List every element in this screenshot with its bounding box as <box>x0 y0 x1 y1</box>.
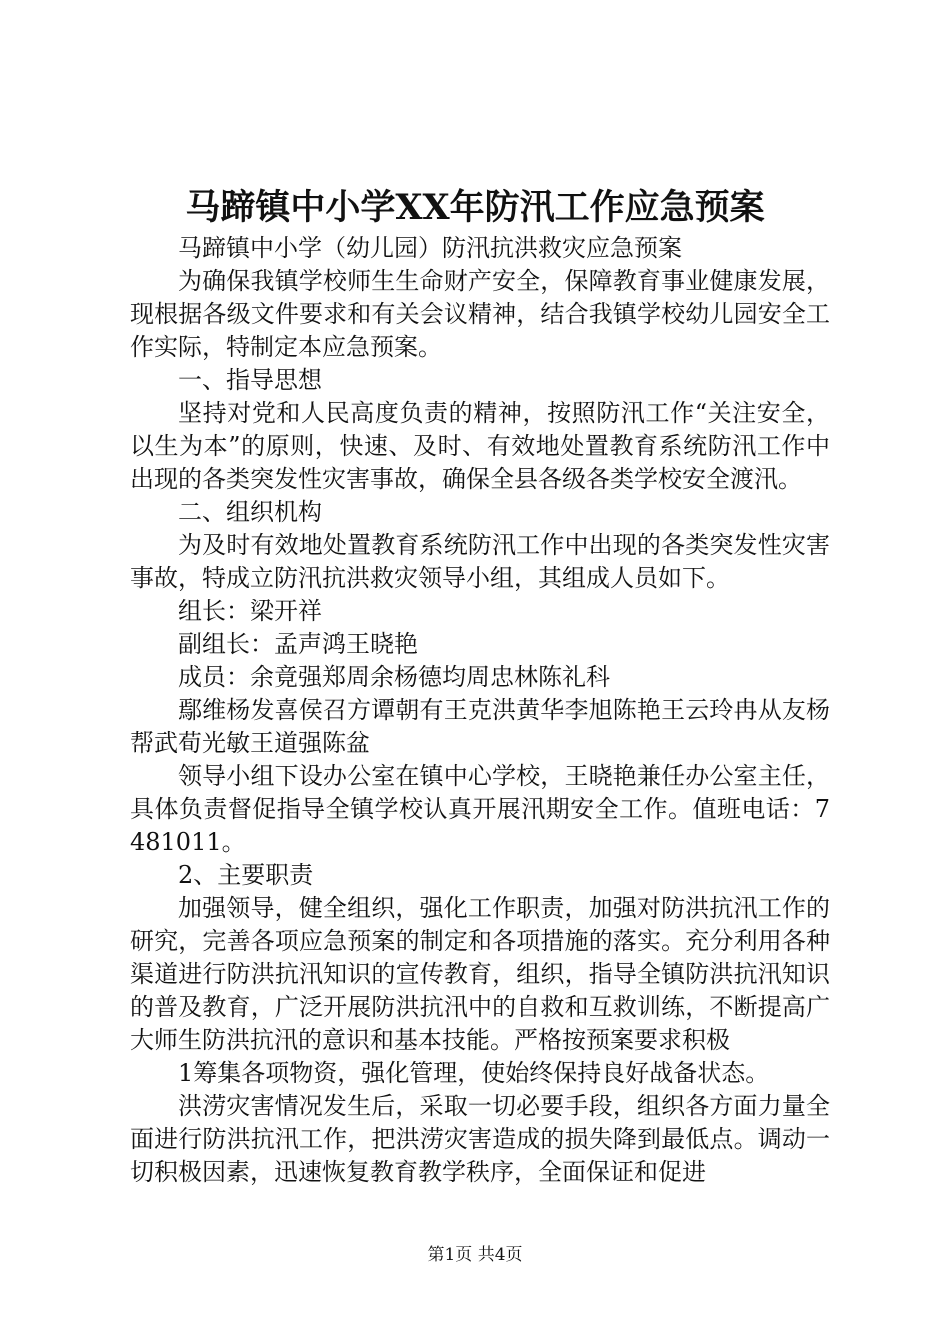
members-line: 成员：余竟强郑周余杨德均周忠林陈礼科 <box>178 663 610 691</box>
subtitle-paragraph: 马蹄镇中小学（幼儿园）防汛抗洪救灾应急预案 <box>178 234 682 262</box>
intro-paragraph: 为确保我镇学校师生生命财产安全，保障教育事业健康发展，现根据各级文件要求和有关会议精神，结合我镇学校幼儿园安全工作实际，特制定本应急预案。 <box>130 267 830 361</box>
document-body <box>130 232 830 1189</box>
document-title: 马蹄镇中小学XX年防汛工作应急预案 <box>185 187 765 228</box>
group-leader-line: 组长：梁开祥 <box>178 597 322 625</box>
members-continued-line: 鄢维杨发喜侯召方谭朝有王克洪黄华李旭陈艳王云玲冉从友杨帮武荀光敏王道强陈盆 <box>130 696 830 757</box>
duties-paragraph: 加强领导，健全组织，强化工作职责，加强对防洪抗汛工作的研究，完善各项应急预案的制定和各项措施的落实。充分利用各种渠道进行防洪抗汛知识的宣传教育，组织，指导全镇防洪抗汛知识的普及教育，广泛开展防洪抗汛中的自救和互救训练，不断提高广大师生防洪抗汛的意识和基本技能。严格按预案要求积极 <box>130 894 830 1054</box>
organization-paragraph: 为及时有效地处置教育系统防汛工作中出现的各类突发性灾害事故，特成立防汛抗洪救灾领导小组，其组成人员如下。 <box>130 531 830 592</box>
section-heading-organization: 二、组织机构 <box>178 498 322 526</box>
deputy-leader-line: 副组长：孟声鸿王晓艳 <box>178 630 418 658</box>
section-heading-duties: 2、主要职责 <box>178 861 314 889</box>
guiding-thought-paragraph: 坚持对党和人民高度负责的精神，按照防汛工作“关注安全，以生为本”的原则，快速、及时、有效地处置教育系统防汛工作中出现的各类突发性灾害事故，确保全县各级各类学校安全渡汛。 <box>130 399 830 493</box>
office-paragraph: 领导小组下设办公室在镇中心学校，王晓艳兼任办公室主任，具体负责督促指导全镇学校认真开展汛期安全工作。值班电话：7481011。 <box>130 762 830 856</box>
response-paragraph: 洪涝灾害情况发生后，采取一切必要手段，组织各方面力量全面进行防洪抗汛工作，把洪涝灾害造成的损失降到最低点。调动一切积极因素，迅速恢复教育教学秩序，全面保证和促进 <box>130 1092 830 1186</box>
page-indicator: 第1页 共4页 <box>427 1245 523 1265</box>
materials-paragraph: 1筹集各项物资，强化管理，使始终保持良好战备状态。 <box>178 1059 770 1087</box>
section-heading-guiding-thought: 一、指导思想 <box>178 366 322 394</box>
